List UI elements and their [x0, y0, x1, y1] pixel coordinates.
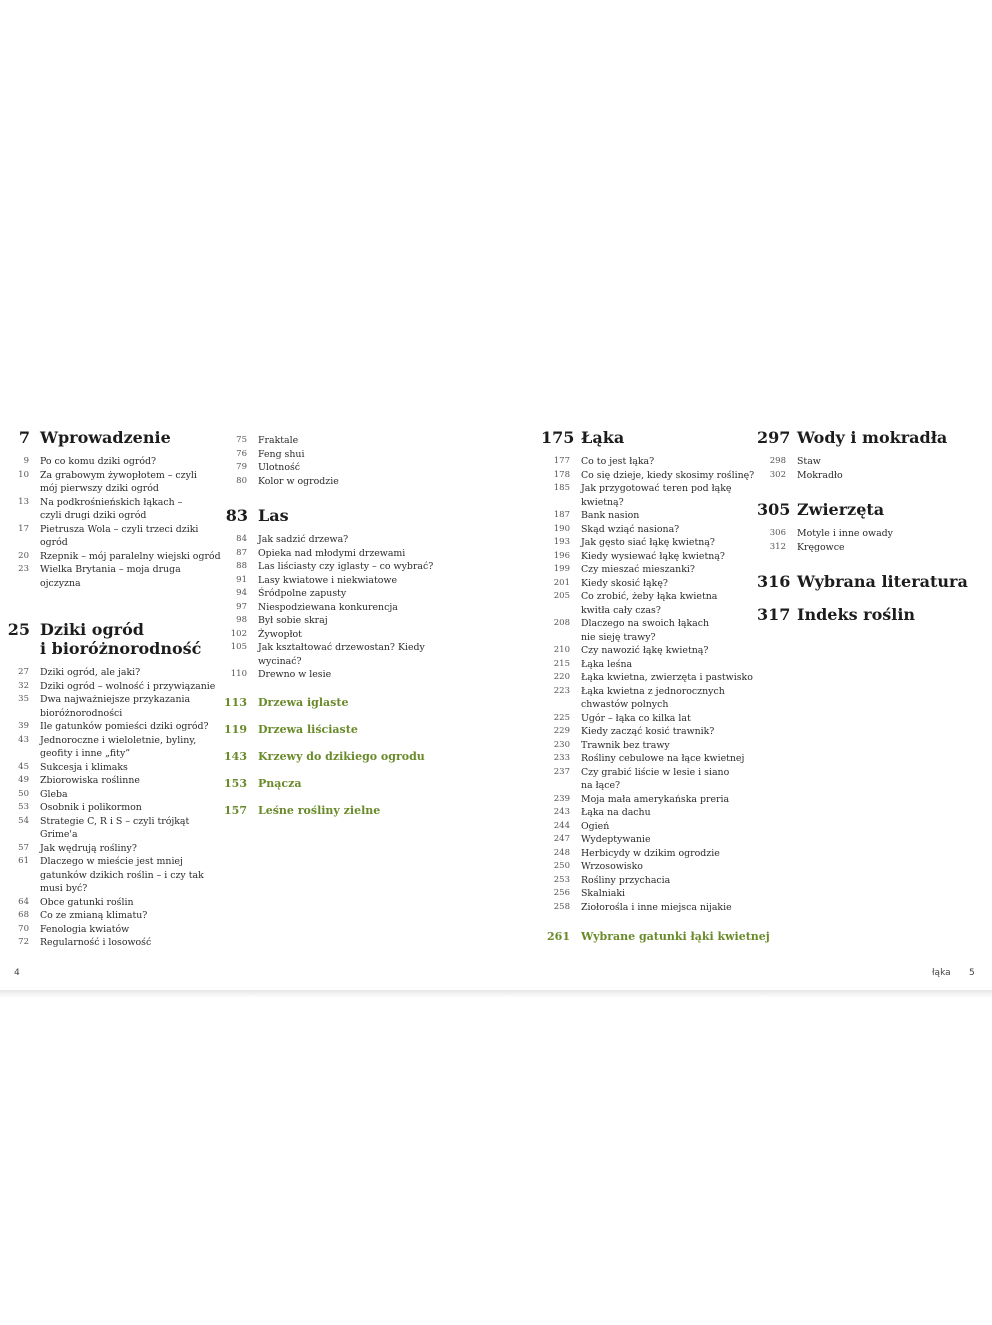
toc-entry	[0, 523, 230, 550]
toc-entry-title: Fraktale	[258, 435, 299, 446]
chapter-heading	[757, 500, 992, 519]
toc-entry-title: Sukcesja i klimaks	[40, 761, 128, 773]
toc-entry-page: 91	[236, 574, 247, 585]
toc-entry	[0, 469, 230, 496]
toc-entry-title: Skalniaki	[581, 888, 625, 899]
toc-chapter	[218, 506, 458, 682]
toc-entry	[541, 847, 781, 861]
toc-entry	[218, 641, 458, 668]
toc-entry-page: 50	[18, 788, 29, 799]
toc-entry-page: 185	[553, 483, 570, 493]
left-page-number: 4	[14, 968, 20, 978]
catalog-page-number: 261	[547, 930, 570, 943]
toc-entry	[218, 614, 458, 628]
toc-entry-page: 87	[236, 547, 247, 558]
catalog-page-number: 157	[224, 803, 247, 817]
toc-entry-page: 61	[18, 856, 29, 866]
toc-entry	[0, 896, 230, 910]
toc-entry	[0, 680, 230, 694]
chapter-heading	[757, 572, 992, 591]
toc-chapter	[757, 428, 992, 482]
toc-entry-page: 68	[18, 910, 29, 920]
catalog-page-number: 153	[224, 776, 247, 790]
toc-entry-title: Czy nawozić łąkę kwietną?	[581, 645, 709, 656]
toc-entry	[0, 815, 230, 842]
toc-entry-title: Dziki ogród, ale jaki?	[40, 667, 141, 678]
toc-entry	[541, 806, 781, 820]
toc-entry-page: 223	[553, 685, 570, 696]
toc-entry	[0, 734, 230, 761]
toc-entry-page: 302	[769, 469, 786, 480]
toc-entry-title: Lasy kwiatowe i niekwiatowe	[258, 574, 397, 586]
catalog-title: Drzewa iglaste	[258, 695, 349, 709]
toc-entry-title: Strategie C, R i S – czyli trójkąt Grime'a	[40, 815, 190, 840]
toc-entry	[541, 901, 781, 915]
toc-entry-title: Jak przygotować teren pod łąkę kwietną?	[581, 483, 732, 508]
toc-column-2	[218, 428, 458, 831]
toc-entry	[757, 527, 992, 541]
chapter-heading	[0, 428, 230, 447]
toc-entry-page: 248	[553, 847, 570, 858]
toc-entry-page: 53	[18, 802, 29, 812]
toc-column-4	[757, 428, 992, 638]
chapter-page-number: 305	[757, 500, 791, 519]
plant-catalog-entry	[218, 723, 458, 737]
toc-entry-title: Na podkrośnieńskich łąkach – czyli drugi dziki ogród	[40, 496, 183, 521]
toc-entry-title: Regularność i losowość	[40, 937, 152, 948]
toc-entry-title: Jak wędrują rośliny?	[40, 842, 137, 854]
catalog-page-number: 143	[224, 749, 247, 763]
plant-catalog-entry	[218, 777, 458, 791]
toc-entry-page: 32	[18, 680, 29, 691]
toc-entry	[218, 475, 458, 489]
chapter-heading	[541, 428, 781, 447]
chapter-title: Wybrana literatura	[797, 572, 968, 591]
toc-entry-page: 49	[18, 775, 29, 785]
toc-entry	[218, 668, 458, 682]
toc-entry-title: Jak kształtować drzewostan? Kiedy wycinać?	[258, 642, 425, 667]
toc-entry-page: 208	[553, 618, 570, 628]
toc-entry	[541, 617, 781, 644]
toc-entry	[541, 469, 781, 483]
toc-entry-title: Ziołorośla i inne miejsca nijakie	[581, 901, 732, 913]
toc-entry-title: Skąd wziąć nasiona?	[581, 523, 680, 535]
toc-entry-title: Czy grabić liście w lesie i siano na łące?	[581, 766, 730, 791]
toc-entry-title: Wrzosowisko	[581, 861, 643, 872]
toc-column-3	[541, 428, 781, 957]
toc-entry-title: Wydeptywanie	[581, 834, 651, 845]
toc-entry	[541, 509, 781, 523]
toc-entry-title: Osobnik i polikormon	[40, 802, 142, 813]
toc-entry	[0, 842, 230, 856]
toc-entry-page: 190	[553, 523, 570, 534]
toc-entry-page: 43	[18, 734, 29, 745]
toc-chapter	[757, 500, 992, 554]
toc-entry-page: 199	[553, 564, 570, 574]
chapter-page-number: 317	[757, 605, 791, 624]
toc-entry-title: Kolor w ogrodzie	[258, 475, 339, 487]
toc-entry-title: Żywopłot	[258, 628, 302, 640]
toc-entry	[218, 448, 458, 462]
toc-entry-title: Ogień	[581, 820, 610, 832]
chapter-heading	[0, 620, 230, 658]
toc-entry-page: 54	[18, 815, 29, 826]
toc-entry-title: Jak sadzić drzewa?	[258, 534, 349, 545]
toc-entry-title: Staw	[797, 456, 821, 467]
toc-entry-page: 178	[553, 469, 570, 480]
toc-entry	[541, 658, 781, 672]
chapter-page-number: 175	[541, 428, 575, 447]
toc-entry-page: 215	[553, 658, 570, 669]
catalog-title: Drzewa liściaste	[258, 722, 358, 736]
toc-entry-title: Trawnik bez trawy	[581, 739, 670, 751]
chapter-heading	[218, 506, 458, 525]
chapter-page-number: 316	[757, 572, 791, 591]
toc-entry	[0, 496, 230, 523]
toc-entry-title: Obce gatunki roślin	[40, 896, 134, 908]
toc-entry-title: Za grabowym żywopłotem – czyli mój pierwszy dziki ogród	[40, 469, 197, 494]
plant-catalog-list	[541, 930, 781, 944]
toc-entry-page: 72	[18, 937, 29, 947]
toc-entry-title: Jednoroczne i wieloletnie, byliny, geofity i inne „fity”	[40, 734, 197, 759]
toc-entry	[541, 550, 781, 564]
toc-entry-page: 253	[553, 874, 570, 885]
toc-entry-page: 233	[553, 753, 570, 763]
toc-entry-title: Zbiorowiska roślinne	[40, 775, 140, 786]
toc-entry	[541, 536, 781, 550]
toc-entry-page: 229	[553, 726, 570, 736]
toc-entry-title: Herbicydy w dzikim ogrodzie	[581, 847, 720, 859]
toc-entry-page: 9	[23, 456, 29, 466]
toc-entry-page: 110	[230, 669, 247, 679]
toc-entry-page: 244	[553, 820, 570, 831]
toc-entry	[0, 761, 230, 775]
toc-column-1	[0, 428, 230, 968]
chapter-heading	[757, 428, 992, 447]
toc-entry	[541, 793, 781, 807]
toc-entry	[0, 774, 230, 788]
toc-entry-page: 10	[18, 469, 29, 480]
toc-entry-title: Łąka leśna	[581, 658, 633, 670]
toc-entry-title: Dlaczego na swoich łąkach nie sieję trawy?	[581, 618, 710, 643]
catalog-title: Wybrane gatunki łąki kwietnej	[581, 930, 770, 943]
toc-entry	[218, 574, 458, 588]
toc-entry-page: 27	[18, 667, 29, 677]
toc-entry	[541, 887, 781, 901]
chapter-title: Wody i mokradła	[797, 428, 948, 447]
toc-entry-page: 79	[236, 462, 247, 472]
toc-entry-title: Kręgowce	[797, 541, 845, 553]
toc-entry-page: 243	[553, 807, 570, 817]
toc-entry	[541, 860, 781, 874]
toc-entry-title: Łąka kwietna z jednorocznych chwastów polnych	[581, 685, 725, 710]
toc-entry	[541, 523, 781, 537]
toc-entry-title: Jak gęsto siać łąkę kwietną?	[581, 537, 715, 548]
plant-catalog-entry	[218, 804, 458, 818]
chapter-page-number: 83	[225, 506, 248, 525]
toc-chapter	[757, 572, 992, 591]
toc-entry	[0, 855, 230, 896]
toc-entry	[218, 601, 458, 615]
toc-entry-title: Kiedy wysiewać łąkę kwietną?	[581, 550, 725, 562]
toc-entry-title: Feng shui	[258, 448, 305, 460]
toc-entry-title: Mokradło	[797, 469, 843, 481]
toc-entry-title: Rośliny przychacia	[581, 874, 671, 886]
toc-entry	[218, 628, 458, 642]
toc-entry	[218, 587, 458, 601]
plant-catalog-entry	[218, 696, 458, 710]
toc-entry-title: Niespodziewana konkurencja	[258, 601, 398, 613]
toc-entry-title: Po co komu dziki ogród?	[40, 456, 157, 467]
toc-entry-title: Pietrusza Wola – czyli trzeci dziki ogród	[40, 523, 199, 548]
catalog-page-number: 119	[224, 722, 247, 736]
toc-entry	[757, 469, 992, 483]
toc-entry-page: 57	[18, 842, 29, 853]
toc-entry-title: Bank nasion	[581, 510, 640, 521]
toc-entry-title: Ile gatunków pomieści dziki ogród?	[40, 721, 209, 732]
toc-entry	[541, 563, 781, 577]
toc-entry-title: Co ze zmianą klimatu?	[40, 910, 148, 921]
toc-entry-title: Drewno w lesie	[258, 669, 332, 680]
toc-entry	[541, 590, 781, 617]
toc-entry-page: 17	[18, 523, 29, 534]
toc-entry-page: 88	[236, 561, 247, 571]
toc-entry-page: 177	[553, 456, 570, 466]
toc-entry-page: 94	[236, 588, 247, 598]
right-page-number: 5	[969, 968, 975, 978]
toc-entry	[0, 909, 230, 923]
toc-entry-page: 39	[18, 721, 29, 731]
page-bottom-edge	[0, 990, 992, 998]
toc-entry-page: 258	[553, 901, 570, 912]
toc-entry-title: Motyle i inne owady	[797, 528, 893, 539]
chapter-title: Zwierzęta	[797, 500, 885, 519]
toc-entry-title: Kiedy zacząć kosić trawnik?	[581, 726, 715, 737]
toc-entry	[218, 434, 458, 448]
toc-entry-page: 35	[18, 694, 29, 704]
toc-entry-title: Co to jest łąka?	[581, 456, 655, 467]
toc-entry-page: 306	[769, 528, 786, 538]
plant-catalog-list	[218, 696, 458, 818]
toc-entry	[218, 533, 458, 547]
chapter-heading	[757, 605, 992, 624]
toc-entry	[541, 671, 781, 685]
toc-entry	[218, 461, 458, 475]
toc-entry-title: Dwa najważniejsze przykazania bioróżnorodności	[40, 694, 191, 719]
toc-entry	[541, 739, 781, 753]
toc-entry	[757, 541, 992, 555]
toc-entry-page: 20	[18, 550, 29, 561]
toc-entry-title: Co się dzieje, kiedy skosimy roślinę?	[581, 469, 755, 481]
toc-entry-page: 230	[553, 739, 570, 750]
toc-entry-page: 97	[236, 601, 247, 612]
toc-entry-title: Gleba	[40, 788, 68, 800]
chapter-title: Łąka	[581, 428, 625, 447]
toc-entry-page: 187	[553, 510, 570, 520]
chapter-page-number: 7	[18, 428, 30, 447]
toc-entry	[0, 455, 230, 469]
toc-chapter	[0, 620, 230, 950]
chapter-page-number: 297	[757, 428, 791, 447]
toc-entry	[541, 833, 781, 847]
toc-entry-page: 98	[236, 615, 247, 625]
toc-entry-title: Wielka Brytania – moja druga ojczyzna	[40, 564, 181, 589]
toc-entry-page: 70	[18, 923, 29, 934]
toc-entry-title: Rzepnik – mój paralelny wiejski ogród	[40, 550, 221, 562]
catalog-title: Leśne rośliny zielne	[258, 803, 381, 817]
chapter-title: Dziki ogród i bioróżnorodność	[40, 620, 202, 658]
toc-entry-title: Las liściasty czy iglasty – co wybrać?	[258, 561, 434, 572]
toc-entry-page: 239	[553, 793, 570, 804]
toc-entry-page: 102	[230, 628, 247, 639]
toc-entry	[0, 550, 230, 564]
toc-entry	[0, 563, 230, 590]
toc-entry	[541, 577, 781, 591]
toc-entry-title: Śródpolne zapusty	[258, 588, 347, 599]
toc-entry-title: Łąka kwietna, zwierzęta i pastwisko	[581, 672, 753, 683]
toc-entry-title: Łąka na dachu	[581, 807, 651, 818]
toc-entry	[541, 482, 781, 509]
toc-entry-page: 312	[769, 541, 786, 552]
chapter-page-number: 25	[7, 620, 30, 639]
toc-continued-entries	[218, 434, 458, 488]
toc-entry-page: 201	[553, 577, 570, 588]
toc-entry-page: 225	[553, 712, 570, 723]
toc-entry-page: 105	[230, 642, 247, 652]
toc-entry	[0, 936, 230, 950]
chapter-title: Wprowadzenie	[40, 428, 171, 447]
toc-entry-page: 13	[18, 496, 29, 507]
plant-catalog-entry	[541, 930, 781, 944]
running-head: łąka	[932, 968, 951, 978]
toc-entry	[541, 874, 781, 888]
toc-entry-page: 75	[236, 435, 247, 445]
toc-entry-page: 220	[553, 672, 570, 682]
toc-entry	[218, 547, 458, 561]
toc-entry-page: 193	[553, 537, 570, 547]
toc-entry-title: Dlaczego w mieście jest mniej gatunków dzikich roślin – i czy tak musi być?	[40, 856, 204, 894]
toc-entry-page: 210	[553, 645, 570, 655]
toc-entry-page: 80	[236, 475, 247, 486]
toc-entry	[541, 644, 781, 658]
toc-entry-page: 205	[553, 591, 570, 601]
toc-entry	[0, 788, 230, 802]
toc-entry	[541, 685, 781, 712]
catalog-title: Pnącza	[258, 776, 302, 790]
toc-entry-page: 45	[18, 761, 29, 772]
toc-entry	[541, 712, 781, 726]
toc-entry-page: 298	[769, 456, 786, 466]
catalog-title: Krzewy do dzikiego ogrodu	[258, 749, 425, 763]
toc-entry-title: Co zrobić, żeby łąka kwietna kwitła cały czas?	[581, 591, 718, 616]
toc-chapter	[0, 428, 230, 590]
toc-entry-title: Kiedy skosić łąkę?	[581, 577, 668, 589]
toc-entry-page: 76	[236, 448, 247, 459]
toc-entry-page: 196	[553, 550, 570, 561]
toc-entry-page: 256	[553, 888, 570, 898]
toc-entry	[541, 820, 781, 834]
toc-entry	[0, 666, 230, 680]
catalog-page-number: 113	[224, 695, 247, 709]
toc-entry-title: Opieka nad młodymi drzewami	[258, 547, 406, 559]
toc-entry-page: 23	[18, 564, 29, 574]
toc-entry	[0, 923, 230, 937]
toc-entry-page: 250	[553, 861, 570, 871]
toc-entry-title: Fenologia kwiatów	[40, 923, 130, 935]
toc-chapter	[757, 605, 992, 624]
toc-entry	[541, 752, 781, 766]
toc-entry	[218, 560, 458, 574]
toc-entry	[541, 725, 781, 739]
toc-entry-title: Czy mieszać mieszanki?	[581, 564, 695, 575]
toc-entry	[541, 766, 781, 793]
toc-entry-title: Rośliny cebulowe na łące kwietnej	[581, 753, 745, 764]
toc-entry	[0, 720, 230, 734]
chapter-title: Las	[258, 506, 289, 525]
toc-entry-title: Ugór – łąka co kilka lat	[581, 712, 691, 724]
chapter-title: Indeks roślin	[797, 605, 916, 624]
toc-entry-title: Ulotność	[258, 462, 301, 473]
toc-entry-title: Był sobie skraj	[258, 615, 328, 626]
plant-catalog-entry	[218, 750, 458, 764]
toc-entry-title: Dziki ogród – wolność i przywiązanie	[40, 680, 216, 692]
toc-chapter	[541, 428, 781, 914]
toc-entry-page: 247	[553, 834, 570, 844]
toc-entry-page: 84	[236, 534, 247, 544]
toc-entry-title: Moja mała amerykańska preria	[581, 793, 730, 805]
toc-entry-page: 237	[553, 766, 570, 777]
toc-entry	[0, 801, 230, 815]
toc-entry	[757, 455, 992, 469]
toc-entry	[541, 455, 781, 469]
toc-entry-page: 64	[18, 896, 29, 907]
toc-entry	[0, 693, 230, 720]
